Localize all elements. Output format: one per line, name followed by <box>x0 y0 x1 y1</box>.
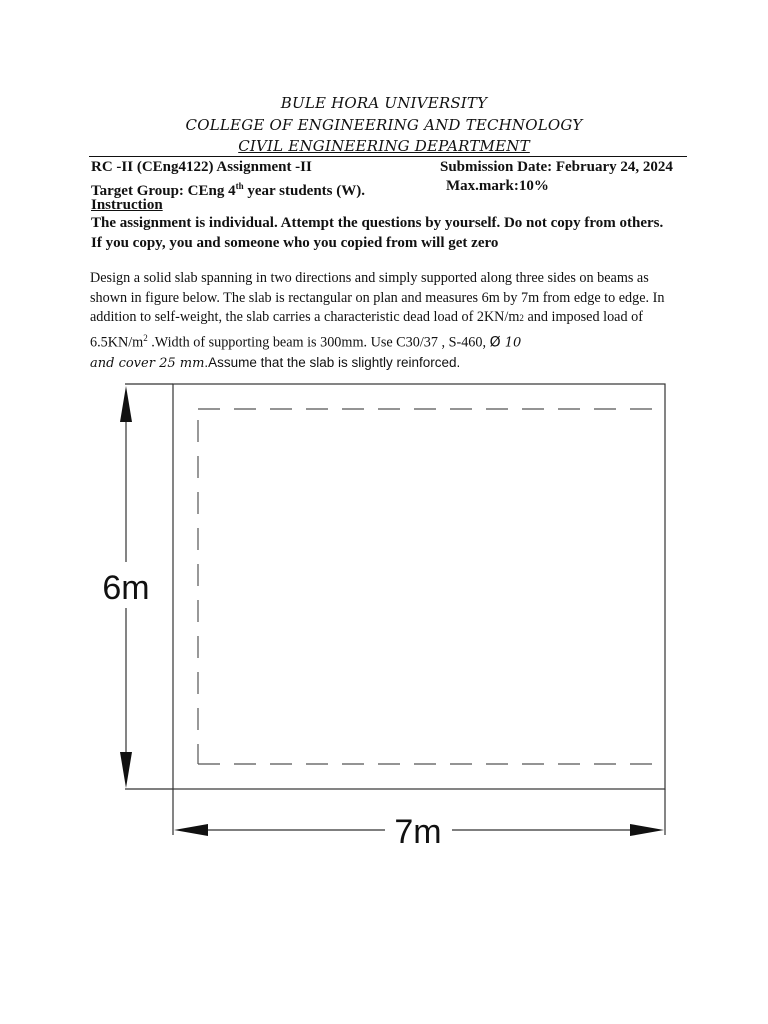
target-group-suffix: year students (W). <box>243 183 366 199</box>
question-part-1: Design a solid slab spanning in two directions and simply supported along three sides on beams as shown in figure below. The slab is rectangular on plan and measures 6m by 7m from edge to edge. In addition to self-weight, the slab carries a characteristic dead load of 2KN/m <box>90 270 665 325</box>
instruction-line-1: The assignment is individual. Attempt the questions by yourself. Do not copy from others. <box>91 215 664 231</box>
arrowhead-right <box>630 824 664 836</box>
target-group-prefix: Target Group: CEng 4 <box>91 183 236 199</box>
arrowhead-up <box>120 386 132 422</box>
question-part-3: .Width of supporting beam is 300mm. Use C30/37 , S-460, <box>147 334 490 351</box>
arrowhead-left <box>174 824 208 836</box>
cover-text: and cover 25 mm <box>90 355 205 371</box>
arrowhead-down <box>120 752 132 788</box>
width-label: 7m <box>394 813 442 851</box>
bar-diameter-symbol: Ø <box>489 334 501 351</box>
question-part-4: .Assume that the slab is slightly reinforced. <box>204 354 461 370</box>
submission-date: Submission Date: February 24, 2024 <box>440 159 673 175</box>
max-mark: Max.mark:10% <box>446 178 549 194</box>
slab-outline <box>173 384 665 789</box>
target-group-sup: th <box>235 181 244 191</box>
imposed-load-exponent: 2 <box>143 332 148 343</box>
college-title: COLLEGE OF ENGINEERING AND TECHNOLOGY <box>185 116 583 134</box>
bar-size: 10 <box>500 335 522 351</box>
height-label: 6m <box>102 569 150 607</box>
instruction-line-2: If you copy, you and someone who you copied from will get zero <box>91 235 499 251</box>
department-title: CIVIL ENGINEERING DEPARTMENT <box>238 137 530 155</box>
instruction-heading: Instruction <box>91 197 163 213</box>
dead-load-exponent: 2 <box>519 313 524 323</box>
university-title: BULE HORA UNIVERSITY <box>280 94 488 112</box>
question-part-2: and imposed load of 6.5KN/m <box>90 309 643 351</box>
course-code: RC -II (CEng4122) Assignment -II <box>91 159 312 175</box>
